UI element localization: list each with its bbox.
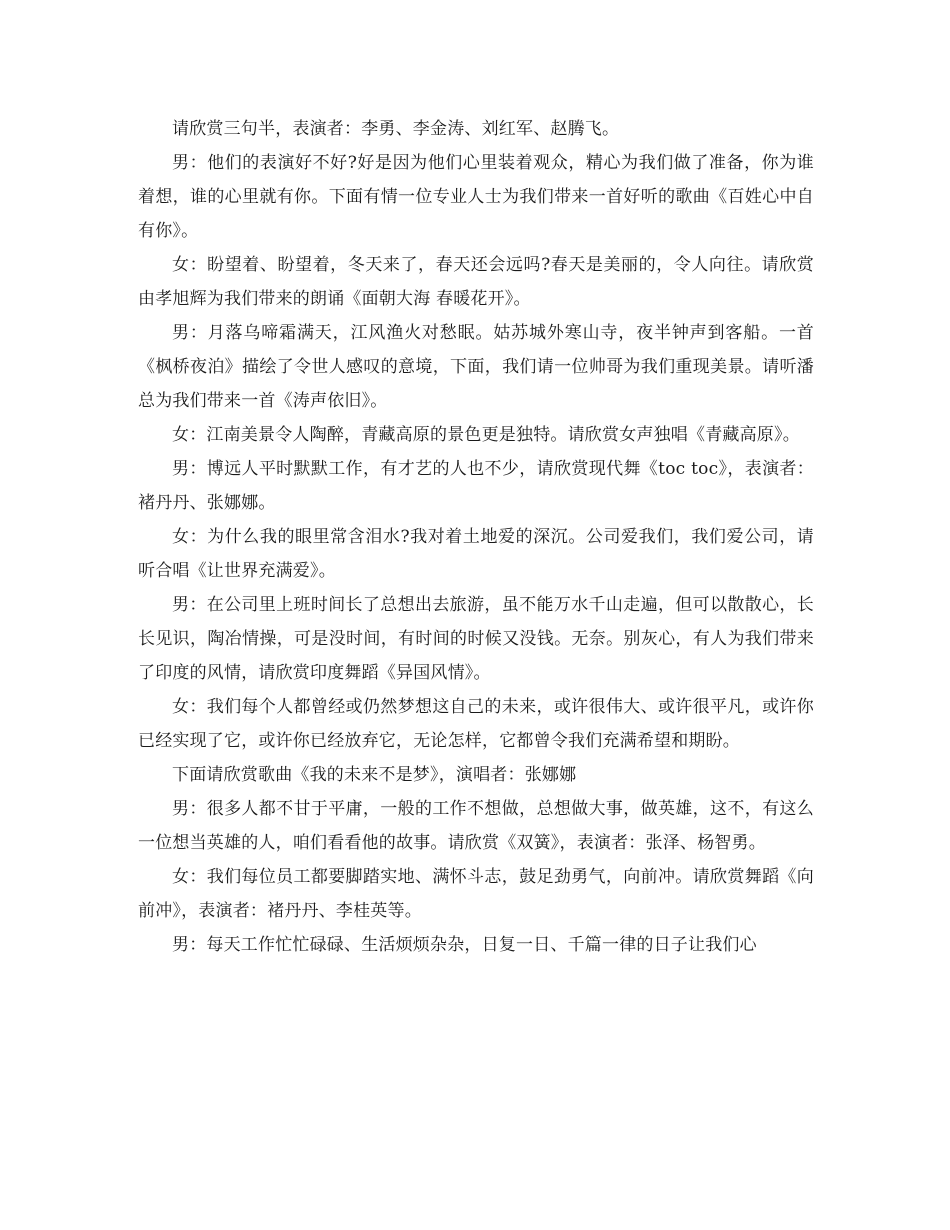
paragraph-12: 女：我们每位员工都要脚踏实地、满怀斗志，鼓足劲勇气，向前冲。请欣赏舞蹈《向前冲》，表演者：褚丹丹、李桂英等。 <box>138 867 814 921</box>
paragraph-10: 下面请欣赏歌曲《我的未来不是梦》，演唱者：张娜娜 <box>172 765 577 785</box>
paragraph-6: 男：博远人平时默默工作，有才艺的人也不少，请欣赏现代舞《toc toc》，表演者：褚丹丹、张娜娜。 <box>138 459 814 513</box>
paragraph-2: 男：他们的表演好不好?好是因为他们心里装着观众，精心为我们做了准备，你为谁着想，谁的心里就有你。下面有情一位专业人士为我们带来一首好听的歌曲《百姓心中自有你》。 <box>138 153 814 241</box>
document-body <box>138 112 814 962</box>
paragraph-7: 女：为什么我的眼里常含泪水?我对着土地爱的深沉。公司爱我们，我们爱公司，请听合唱《让世界充满爱》。 <box>138 527 814 581</box>
paragraph-11: 男：很多人都不甘于平庸，一般的工作不想做，总想做大事，做英雄，这不，有这么一位想当英雄的人，咱们看看他的故事。请欣赏《双簧》，表演者：张泽、杨智勇。 <box>138 799 814 853</box>
paragraph-5: 女：江南美景令人陶醉，青藏高原的景色更是独特。请欣赏女声独唱《青藏高原》。 <box>172 425 800 445</box>
paragraph-3: 女：盼望着、盼望着，冬天来了，春天还会远吗?春天是美丽的，令人向往。请欣赏由孝旭辉为我们带来的朗诵《面朝大海 春暖花开》。 <box>138 255 814 309</box>
paragraph-9: 女：我们每个人都曾经或仍然梦想这自己的未来，或许很伟大、或许很平凡，或许你已经实现了它，或许你已经放弃它，无论怎样，它都曾令我们充满希望和期盼。 <box>138 697 814 751</box>
paragraph-4: 男：月落乌啼霜满天，江风渔火对愁眠。姑苏城外寒山寺，夜半钟声到客船。一首《枫桥夜泊》描绘了令世人感叹的意境，下面，我们请一位帅哥为我们重现美景。请听潘总为我们带来一首《涛声依旧》。 <box>138 323 814 411</box>
paragraph-8: 男：在公司里上班时间长了总想出去旅游，虽不能万水千山走遍，但可以散散心，长长见识，陶冶情操，可是没时间，有时间的时候又没钱。无奈。别灰心，有人为我们带来了印度的风情，请欣赏印度舞蹈《异国风情》。 <box>138 595 814 683</box>
paragraph-1: 请欣赏三句半，表演者：李勇、李金涛、刘红军、赵腾飞。 <box>172 119 620 139</box>
paragraph-13: 男：每天工作忙忙碌碌、生活烦烦杂杂，日复一日、千篇一律的日子让我们心 <box>172 935 757 955</box>
